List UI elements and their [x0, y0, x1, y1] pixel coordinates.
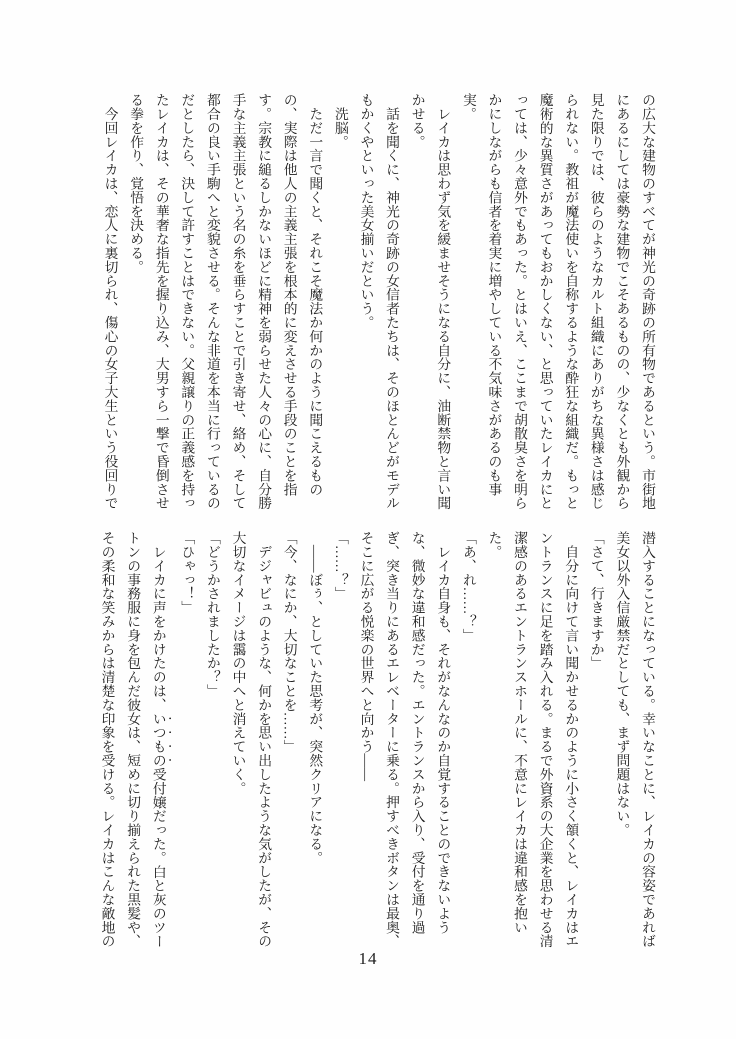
text-column: ただ一言で聞くと、それこそ魔法か何かのように聞こえるもの: [307, 93, 323, 497]
text-column: だとしたら、決して許すことはできない。父親譲りの正義感を持っ: [179, 93, 195, 510]
text-column: 「ひゃっ！」: [179, 531, 195, 615]
text-column: ントランスに足を踏み入れる。まるで外資系の大企業を思わせる清: [537, 531, 553, 948]
bottom-text-block: [96, 531, 660, 951]
text-column: もかくやといった美女揃いだという。: [358, 93, 374, 330]
text-column: 「……？」: [332, 531, 348, 601]
text-column: 「今、なにか、大切なことを……」: [281, 531, 297, 754]
text-column: す。宗教に縋るしかないほどに精神を弱らせた人々の心に、自分勝: [256, 93, 272, 510]
text-column: 実。: [460, 93, 476, 121]
text-column: 大切なイメージは靄の中へと消えていく。: [230, 531, 246, 796]
text-column: 都合の良い手駒へと変貌させる。そんな非道を本当に行っているの: [204, 93, 220, 510]
text-column: ――ぼぅ、としていた思考が、突然クリアになる。: [307, 531, 323, 865]
text-column: 「あ、れ……？」: [460, 531, 476, 643]
text-column: た。: [486, 531, 502, 559]
text-column: デジャビュのような、何かを思い出したような気がしたが、その: [256, 531, 272, 948]
text-column: その柔和な笑みからは清楚な印象を受ける。レイカはこんな敵地の: [99, 531, 115, 948]
text-column: 話を聞くに、神光の奇跡の女信者たちは、そのほとんどがモデル: [384, 93, 400, 510]
page-number: 14: [358, 949, 378, 968]
text-column: 「さて、行きますか」: [588, 531, 604, 670]
text-column: トンの事務服に身を包んだ彼女は、短めに切り揃えられた黒髪や、: [125, 531, 141, 948]
text-column: 洗脳。: [332, 93, 348, 149]
text-column: 自分に向けて言い聞かせるかのように小さく頷くと、レイカはエ: [563, 531, 579, 948]
text-column: 今回レイカは、恋人に裏切られ、傷心の女子大生という役回りで: [102, 93, 118, 510]
text-column: 「どうかされましたか？」: [204, 531, 220, 698]
text-column: ぎ、突き当りにあるエレベーターに乗る。押すべきボタンは最奥、: [384, 531, 400, 948]
text-column: 美女以外入信厳禁だとしても、まず問題はない。: [614, 531, 630, 837]
text-column-with-emphasis: [145, 531, 174, 951]
text-column: 魔術的な異質さがあってもおかしくない、と思っていたレイカにと: [537, 93, 553, 510]
text-column: っては、少々意外でもあった。とはいえ、ここまで胡散臭さを明ら: [512, 93, 528, 510]
text-segment: 受付嬢だった。白と灰のツー: [150, 767, 166, 949]
text-column: の広大な建物のすべてが神光の奇跡の所有物であるという。市街地: [640, 93, 655, 510]
text-column: にあるにしては豪勢な建物でこそあるものの、少なくとも外観から: [614, 93, 630, 510]
text-column: の、実際は他人の主義主張を根本的に変えさせる手段のことを指: [281, 93, 297, 497]
text-column: かにしながらも信者を着実に増やしている不気味さがあるのも事: [486, 93, 502, 497]
text-column: られない。教祖が魔法使いを自称するような酔狂な組織だ。もっと: [563, 93, 579, 510]
text-column: 潜入することになっている。幸いなことに、レイカの容姿であれば: [640, 531, 655, 948]
text-segment: レイカに声をかけたのは、: [150, 531, 166, 712]
text-column: 手な主義主張という名の糸を垂らすことで引き寄せ、絡め、そして: [230, 93, 246, 510]
text-column: たレイカは、その華奢な指先を握り込み、大男すら一撃で昏倒させ: [153, 93, 169, 510]
text-column: そこに広がる悦楽の世界へと向かう――: [358, 531, 374, 782]
text-column: 見た限りでは、彼らのようなカルト組織にありがちな異様さは感じ: [588, 93, 604, 510]
text-column: かせる。: [409, 93, 425, 149]
emphasized-text: いつもの: [150, 711, 166, 768]
text-column: 潔感のあるエントランスホールに、不意にレイカは違和感を抱い: [512, 531, 528, 935]
text-column: レイカは思わず気を緩ませそうになる自分に、油断禁物と言い聞: [435, 93, 451, 510]
text-column: る拳を作り、覚悟を決める。: [128, 93, 144, 274]
text-column: な、微妙な違和感だった。エントランスから入り、受付を通り過: [409, 531, 425, 935]
text-column: レイカ自身も、それがなんなのか自覚することのできないよう: [435, 531, 451, 935]
top-text-block: [96, 93, 660, 513]
